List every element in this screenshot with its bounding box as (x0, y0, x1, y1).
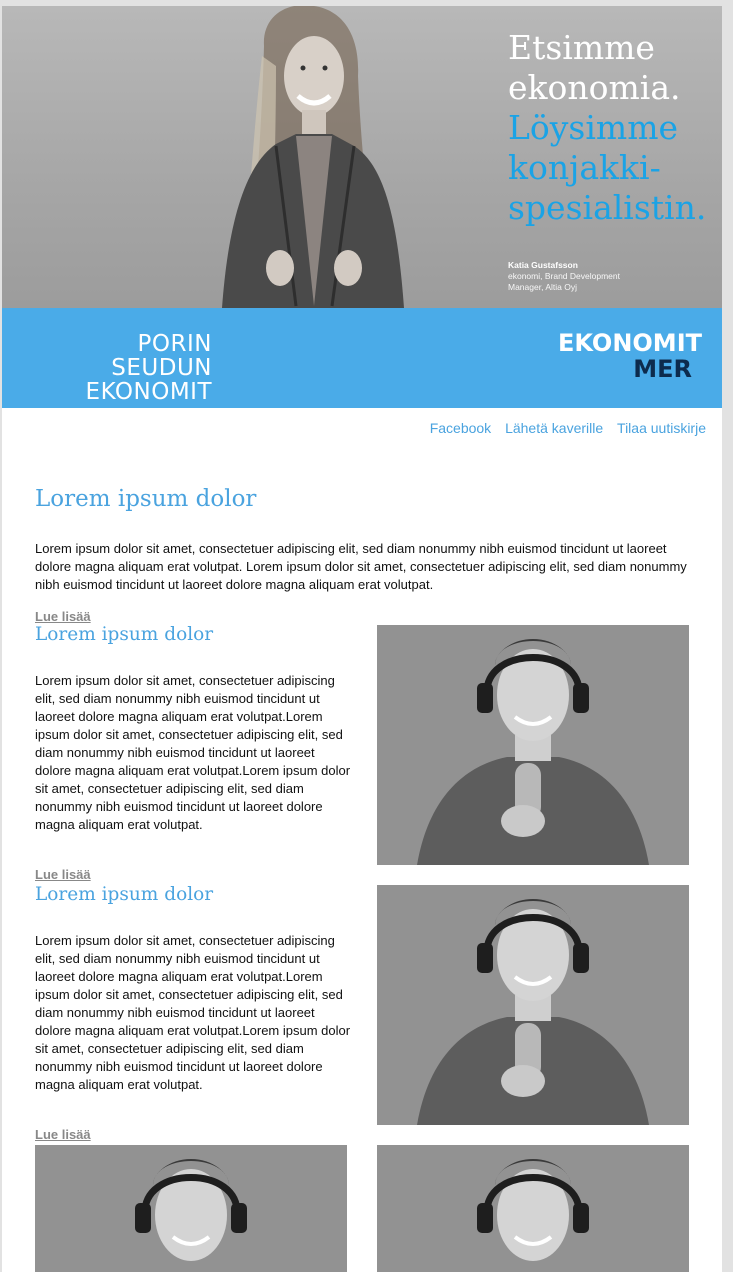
article-photo (35, 1145, 347, 1272)
article-title: Lorem ipsum dolor (35, 624, 214, 645)
logo-text-line: EKONOMIT (558, 329, 702, 357)
hero-portrait-image (192, 6, 432, 308)
read-more-link[interactable]: Lue lisää (35, 609, 91, 624)
logo-text-line: MER (633, 355, 692, 383)
intro-paragraph: Lorem ipsum dolor sit amet, consectetuer adipiscing elit, sed diam nonummy nibh euismod tincidunt ut laoreet dolore magna aliquam erat volutpat. Lorem ipsum dolor sit amet, consectetuer adipiscing elit, sed diam nonummy nibh euismod tincidunt ut laoreet dolore magna aliquam erat volutpat. (35, 541, 687, 592)
hero-person-role: Manager, Altia Oyj (508, 282, 577, 292)
logo-text-line: PORIN SEUDUN (111, 331, 212, 381)
newsletter-page (2, 6, 722, 1272)
social-links (420, 420, 706, 436)
read-more-link[interactable]: Lue lisää (35, 867, 91, 882)
article-photo (377, 1145, 689, 1272)
logo-text-line: EKONOMIT (85, 379, 212, 405)
hero-headline (508, 28, 718, 228)
hero-headline-line: spesialistin. (508, 188, 707, 227)
article-title: Lorem ipsum dolor (35, 884, 214, 905)
facebook-link[interactable]: Facebook (429, 420, 492, 436)
hero-headline-line: Löysimme (508, 108, 679, 147)
brand-bar (2, 308, 722, 408)
man-with-headphones-image (377, 1145, 689, 1272)
man-with-microphone-image (377, 625, 689, 865)
hero-caption (508, 260, 708, 293)
ekonomit-mer-logo (558, 329, 702, 383)
hero-headline-line: konjakki- (508, 148, 661, 187)
hero-headline-line: Etsimme (508, 28, 655, 67)
article-photo (377, 885, 689, 1125)
hero-headline-line: ekonomia. (508, 68, 681, 107)
read-more-link[interactable]: Lue lisää (35, 1127, 91, 1142)
subscribe-link[interactable]: Tilaa uutiskirje (617, 420, 706, 436)
porin-seudun-ekonomit-logo (32, 332, 212, 404)
hero-person-role: ekonomi, Brand Development (508, 271, 620, 281)
article-photo (377, 625, 689, 865)
hero-banner (2, 6, 722, 308)
man-with-headphones-image (35, 1145, 347, 1272)
article-body: Lorem ipsum dolor sit amet, consectetuer adipiscing elit, sed diam nonummy nibh euismod tincidunt ut laoreet dolore magna aliquam erat volutpat.Lorem ipsum dolor sit amet, consectetuer adipiscing elit, sed diam nonummy nibh euismod tincidunt ut laoreet dolore magna aliquam erat volutpat.Lorem ipsum dolor sit amet, consectetuer adipiscing elit, sed diam nonummy nibh euismod tincidunt ut laoreet dolore magna aliquam erat volutpat. (35, 933, 351, 1092)
main-title: Lorem ipsum dolor (35, 486, 257, 512)
window-scrollbar[interactable] (722, 0, 733, 1272)
hero-person-name: Katia Gustafsson (508, 260, 578, 270)
article-body: Lorem ipsum dolor sit amet, consectetuer adipiscing elit, sed diam nonummy nibh euismod tincidunt ut laoreet dolore magna aliquam erat volutpat.Lorem ipsum dolor sit amet, consectetuer adipiscing elit, sed diam nonummy nibh euismod tincidunt ut laoreet dolore magna aliquam erat volutpat.Lorem ipsum dolor sit amet, consectetuer adipiscing elit, sed diam nonummy nibh euismod tincidunt ut laoreet dolore magna aliquam erat volutpat. (35, 673, 351, 832)
share-link[interactable]: Lähetä kaverille (505, 420, 604, 436)
man-with-microphone-image (377, 885, 689, 1125)
